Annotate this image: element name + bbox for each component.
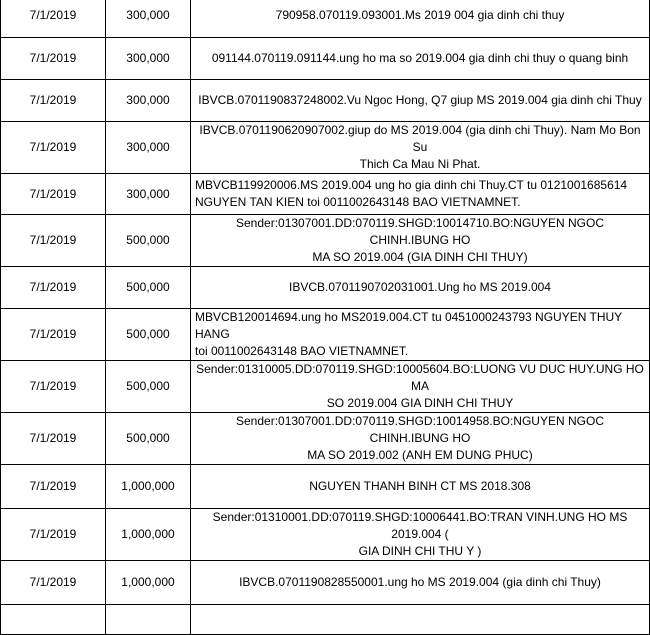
description-cell (191, 465, 650, 509)
table-row (1, 561, 650, 605)
amount-cell: 1,000,000 (106, 561, 191, 605)
date-cell: 7/1/2019 (1, 561, 106, 605)
date-cell (1, 605, 106, 635)
description-line: Sender:01307001.DD:070119.SHGD:10014958.BO:NGUYEN NGOC CHINH.IBUNG HO (236, 414, 604, 445)
description-line: MA SO 2019.004 (GIA DINH CHI THUY) (312, 250, 528, 264)
description-line: SO 2019.004 GIA DINH CHI THUY (326, 396, 514, 410)
amount-cell: 300,000 (106, 80, 191, 122)
description-cell (191, 122, 650, 174)
table-row (1, 0, 650, 38)
amount-cell: 300,000 (106, 0, 191, 38)
description-line: MBVCB120014694.ung ho MS2019.004.CT tu 0451000243793 NGUYEN THUY HANG (195, 310, 622, 341)
description-cell (191, 361, 650, 413)
table-row (1, 215, 650, 267)
description-line: MBVCB119920006.MS 2019.004 ung ho gia dinh chi Thuy.CT tu 0121001685614 (195, 178, 628, 192)
table-row (1, 309, 650, 361)
description-line: IBVCB.0701190828550001.ung ho MS 2019.004 (gia dinh chi Thuy) (239, 575, 601, 589)
table-row (1, 174, 650, 215)
date-cell: 7/1/2019 (1, 267, 106, 309)
description-line: IBVCB.0701190620907002.giup do MS 2019.004 (gia dinh chi Thuy). Nam Mo Bon Su (199, 123, 641, 154)
amount-cell: 300,000 (106, 38, 191, 80)
date-cell: 7/1/2019 (1, 465, 106, 509)
description-cell (191, 561, 650, 605)
description-line: Sender:01310005.DD:070119.SHGD:10005604.BO:LUONG VU DUC HUY.UNG HO MA (196, 362, 644, 393)
amount-cell: 500,000 (106, 267, 191, 309)
date-cell: 7/1/2019 (1, 174, 106, 215)
description-cell (191, 267, 650, 309)
amount-cell: 300,000 (106, 122, 191, 174)
description-cell (191, 0, 650, 38)
amount-cell: 500,000 (106, 215, 191, 267)
date-cell: 7/1/2019 (1, 122, 106, 174)
date-cell: 7/1/2019 (1, 361, 106, 413)
date-cell: 7/1/2019 (1, 509, 106, 561)
date-cell: 7/1/2019 (1, 215, 106, 267)
description-cell (191, 215, 650, 267)
description-cell (191, 38, 650, 80)
table-row (1, 38, 650, 80)
date-cell: 7/1/2019 (1, 309, 106, 361)
table-row (1, 413, 650, 465)
table-row (1, 122, 650, 174)
description-line: 091144.070119.091144.ung ho ma so 2019.004 gia dinh chi thuy o quang binh (211, 51, 629, 65)
description-line: toi 0011002643148 BAO VIETNAMNET. (195, 344, 409, 358)
amount-cell: 500,000 (106, 361, 191, 413)
description-line: NGUYEN TAN KIEN toi 0011002643148 BAO VIETNAMNET. (195, 195, 521, 209)
description-line: IBVCB.0701190837248002.Vu Ngoc Hong, Q7 giup MS 2019.004 gia dinh chi Thuy (198, 93, 642, 107)
date-cell: 7/1/2019 (1, 80, 106, 122)
table-row (1, 465, 650, 509)
description-line: 790958.070119.093001.Ms 2019 004 gia dinh chi thuy (275, 7, 565, 22)
amount-cell: 500,000 (106, 413, 191, 465)
description-line: GIA DINH CHI THU Y ) (358, 544, 482, 558)
description-line: MA SO 2019.002 (ANH EM DUNG PHUC) (307, 448, 533, 462)
table-row (1, 361, 650, 413)
date-cell: 7/1/2019 (1, 38, 106, 80)
table-row (1, 80, 650, 122)
date-cell: 7/1/2019 (1, 0, 106, 38)
amount-cell: 1,000,000 (106, 465, 191, 509)
description-line: NGUYEN THANH BINH CT MS 2018.308 (309, 479, 531, 493)
amount-cell: 500,000 (106, 309, 191, 361)
description-cell (191, 174, 650, 215)
description-line: Sender:01310001.DD:070119.SHGD:10006441.BO:TRAN VINH.UNG HO MS 2019.004 ( (212, 510, 628, 541)
table-row (1, 605, 650, 635)
description-cell (191, 309, 650, 361)
description-cell (191, 509, 650, 561)
description-cell (191, 413, 650, 465)
amount-cell (106, 605, 191, 635)
description-line: Thich Ca Mau Ni Phat. (359, 157, 481, 171)
table-row (1, 509, 650, 561)
amount-cell: 300,000 (106, 174, 191, 215)
date-cell: 7/1/2019 (1, 413, 106, 465)
description-line: IBVCB.0701190702031001.Ung ho MS 2019.004 (289, 280, 551, 294)
table-row (1, 267, 650, 309)
amount-cell: 1,000,000 (106, 509, 191, 561)
description-cell (191, 80, 650, 122)
description-line: Sender:01307001.DD:070119.SHGD:10014710.BO:NGUYEN NGOC CHINH.IBUNG HO (236, 216, 604, 247)
description-cell (191, 605, 650, 635)
transactions-body (1, 0, 650, 635)
